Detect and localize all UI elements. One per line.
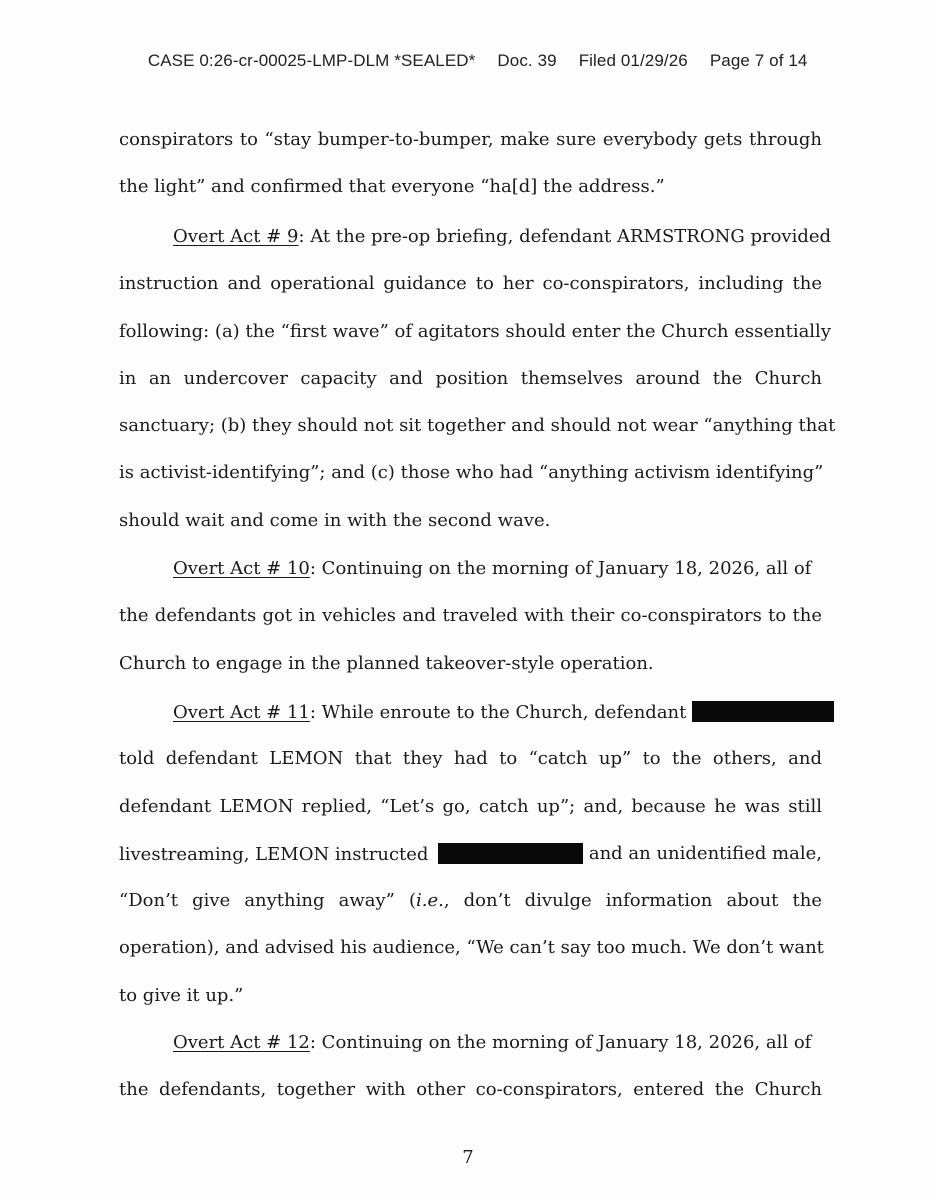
text-line: to give it up.” <box>119 984 244 1006</box>
overt-act-label: Overt Act # 9 <box>173 226 299 247</box>
redaction-bar <box>692 701 834 722</box>
case-header <box>0 31 936 91</box>
overt-act-12 <box>119 1032 822 1127</box>
filed-date: Filed 01/29/26 <box>578 51 688 70</box>
text-line: Church to engage in the planned takeover-style operation. <box>119 652 654 674</box>
text-line: is activist-identifying”; and (c) those who had “anything activism identifying” <box>119 462 824 484</box>
text-line: : Continuing on the morning of January 18, 2026, all of <box>309 1032 812 1053</box>
text-line: : Continuing on the morning of January 18, 2026, all of <box>309 558 812 579</box>
paragraph-continuation <box>119 129 822 224</box>
overt-act-label: Overt Act # 10 <box>173 558 310 579</box>
overt-act-10 <box>119 558 822 700</box>
page-number: 7 <box>462 1147 474 1168</box>
text-line: the defendants, together with other co-conspirators, entered the Church <box>119 1079 822 1101</box>
page-count: Page 7 of 14 <box>709 51 808 70</box>
text-line: operation), and advised his audience, “We can’t say too much. We don’t want <box>119 937 824 959</box>
overt-act-11 <box>119 701 822 1032</box>
text-line: should wait and come in with the second wave. <box>119 509 551 531</box>
text-line: sanctuary; (b) they should not sit together and should not wear “anything that <box>119 415 836 437</box>
redaction-bar <box>438 843 583 864</box>
text-line: , don’t divulge information about the <box>443 890 822 912</box>
text-line: conspirators to “stay bumper-to-bumper, make sure everybody gets through <box>119 129 822 150</box>
text-line: and an unidentified male, <box>588 842 822 864</box>
text-line: instruction and operational guidance to her co-conspirators, including the <box>119 273 822 295</box>
italic-abbrev: i.e. <box>415 890 444 912</box>
text-line: : At the pre-op briefing, defendant ARMSTRONG provided <box>298 226 832 247</box>
doc-number: Doc. 39 <box>497 51 557 70</box>
case-number: CASE 0:26-cr-00025-LMP-DLM *SEALED* <box>147 51 476 70</box>
overt-act-9 <box>119 226 836 557</box>
text-line: the defendants got in vehicles and traveled with their co-conspirators to the <box>119 605 822 627</box>
overt-act-label: Overt Act # 12 <box>173 1032 310 1053</box>
text-line: in an undercover capacity and position themselves around the Church <box>119 367 822 389</box>
text-line: “Don’t give anything away” ( <box>119 890 416 912</box>
text-line: following: (a) the “first wave” of agitators should enter the Church essentially <box>119 320 831 342</box>
text-line: defendant LEMON replied, “Let’s go, catch up”; and, because he was still <box>119 795 822 817</box>
text-line: told defendant LEMON that they had to “catch up” to the others, and <box>119 748 822 770</box>
overt-act-label: Overt Act # 11 <box>173 702 310 723</box>
text-line: : While enroute to the Church, defendant <box>309 702 687 723</box>
text-line: the light” and confirmed that everyone “ha[d] the address.” <box>119 176 665 198</box>
text-line: livestreaming, LEMON instructed <box>119 843 429 865</box>
